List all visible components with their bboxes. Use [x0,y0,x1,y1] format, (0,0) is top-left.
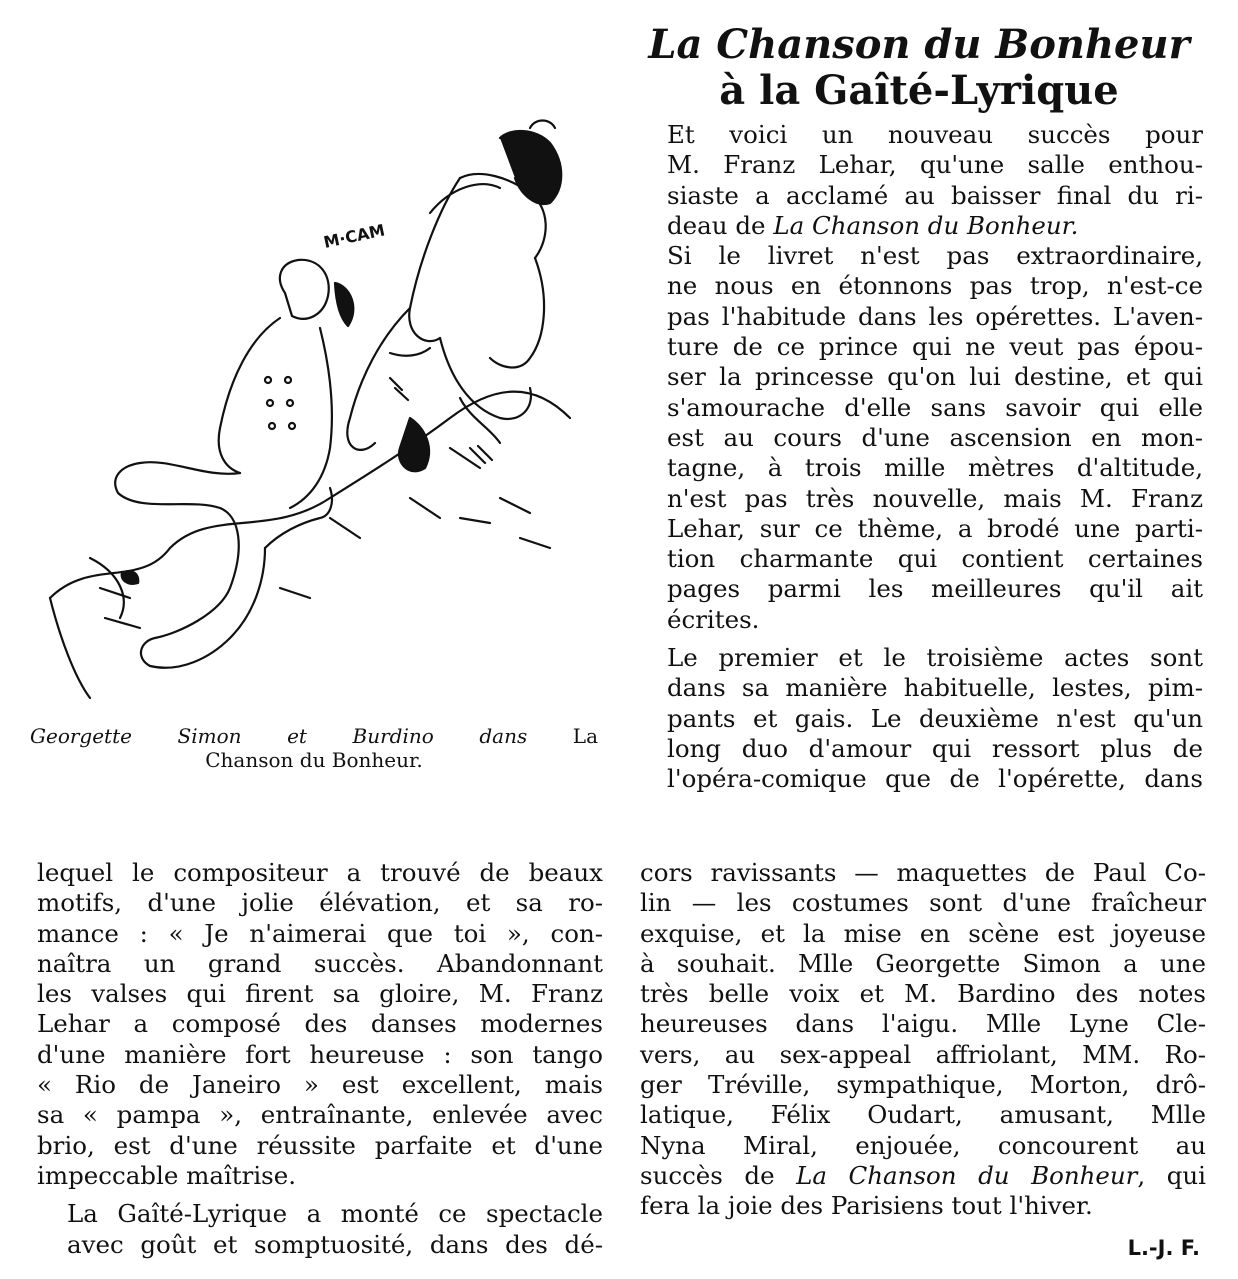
text-line: ne nous en étonnons pas trop, n'est-ce [667,271,1203,301]
text-line: ser la princesse qu'on lui destine, et qui [667,362,1203,392]
text-line: latique, Félix Oudart, amusant, Mlle [640,1100,1206,1130]
text-line: sa « pampa », entraînante, enlevée avec [37,1100,603,1130]
text-line: Lehar a composé des danses modernes [37,1009,603,1039]
text-line: M. Franz Lehar, qu'une salle enthou- [667,150,1203,180]
caption-word: dans [479,724,528,748]
text-line: à souhait. Mlle Georgette Simon a une [640,948,1206,978]
text-line: d'une manière fort heureuse : son tango [37,1039,603,1069]
paragraph-5 [37,1199,603,1260]
text-line: les valses qui firent sa gloire, M. Franz [37,979,603,1009]
text-line [640,1161,1206,1191]
caption-word: Georgette [30,724,132,748]
text-line: Le premier et le troisième actes sont [667,643,1203,673]
text-line: pas l'habitude dans les opérettes. L'aven- [667,301,1203,331]
text-line: écrites. [667,604,760,634]
article-column-bottom-right [640,858,1206,1222]
text-line [637,211,1203,241]
text-line: cors ravissants — maquettes de Paul Co- [640,858,1206,887]
text-line: « Rio de Janeiro » est excellent, mais [37,1070,603,1100]
caption-word: Burdino [352,724,434,748]
text-line: motifs, d'une jolie élévation, et sa ro- [37,888,603,918]
text-line: Si le livret n'est pas extraordinaire, [667,241,1203,271]
text-line: Lehar, sur ce thème, a brodé une parti- [667,513,1203,543]
text-line: exquise, et la mise en scène est joyeuse [640,918,1206,948]
text-line: ture de ce prince qui ne veut pas épou- [667,332,1203,362]
title-line-1: La Chanson du Bonheur [648,21,1190,68]
text-fragment: succès de [640,1160,797,1190]
text-line: pants et gais. Le deuxième n'est qu'un [667,703,1203,733]
title-line-2: à la Gaîté-Lyrique [719,67,1119,114]
text-line: ger Tréville, sympathique, Morton, drô- [640,1070,1206,1100]
text-line: pages parmi les meilleures qu'il ait [667,574,1203,604]
text-line: brio, est d'une réussite parfaite et d'une [37,1130,603,1160]
caption-word: Simon [177,724,242,748]
text-line: Nyna Miral, enjouée, concourent au [640,1130,1206,1160]
text-line: siaste a acclamé au baisser final du ri- [667,180,1203,210]
text-line: est au cours d'une ascension en mon- [667,422,1203,452]
text-fragment: , qui [1137,1160,1207,1190]
author-signature: L.-J. F. [1127,1236,1200,1260]
text-line: lequel le compositeur a trouvé de beaux [37,858,603,887]
text-line: impeccable maîtrise. [37,1160,297,1190]
caricature-drawing-icon [30,118,620,718]
article-column-bottom-left [37,858,603,1260]
text-line: long duo d'amour qui ressort plus de [667,733,1203,763]
article-column-right-top [637,120,1203,795]
text-line: tion charmante qui contient certaines [667,544,1203,574]
caption-word: et [287,724,307,748]
paragraph-4 [37,858,603,1191]
text-line: La Gaîté-Lyrique a monté ce spectacle [67,1199,603,1229]
text-line: avec goût et somptuosité, dans des dé- [67,1229,603,1259]
illustration-caption [30,724,598,772]
paragraph-1 [637,120,1203,241]
artist-signature: M·CAM [321,220,387,252]
paragraph-6 [640,858,1206,1222]
caption-word: La [572,724,598,748]
text-line: Et voici un nouveau succès pour [667,120,1203,149]
article-title [630,22,1208,114]
text-line: naîtra un grand succès. Abandonnant [37,948,603,978]
text-line: lin — les costumes sont d'une fraîcheur [640,888,1206,918]
paragraph-3 [637,643,1203,794]
text-line: vers, au sex-appeal affriolant, MM. Ro- [640,1039,1206,1069]
text-line: heureuses dans l'aigu. Mlle Lyne Cle- [640,1009,1206,1039]
text-line: très belle voix et M. Bardino des notes [640,979,1206,1009]
text-line: n'est pas très nouvelle, mais M. Franz [667,483,1203,513]
paragraph-2 [637,241,1203,635]
text-line: dans sa manière habituelle, lestes, pim- [667,673,1203,703]
text-fragment: deau de [667,210,774,240]
text-line: s'amourache d'elle sans savoir qui elle [667,392,1203,422]
text-line: fera la joie des Parisiens tout l'hiver. [640,1191,1093,1221]
caricature-illustration [30,118,620,718]
caption-line-1 [30,724,598,748]
text-line: tagne, à trois mille mètres d'altitude, [667,453,1203,483]
caption-line-2: Chanson du Bonheur. [205,748,423,772]
text-line: mance : « Je n'aimerai que toi », con- [37,918,603,948]
text-line: l'opéra-comique que de l'opérette, dans [667,764,1203,794]
text-fragment-italic: La Chanson du Bonheur [796,1160,1138,1190]
text-fragment-italic: La Chanson du Bonheur. [773,210,1079,240]
